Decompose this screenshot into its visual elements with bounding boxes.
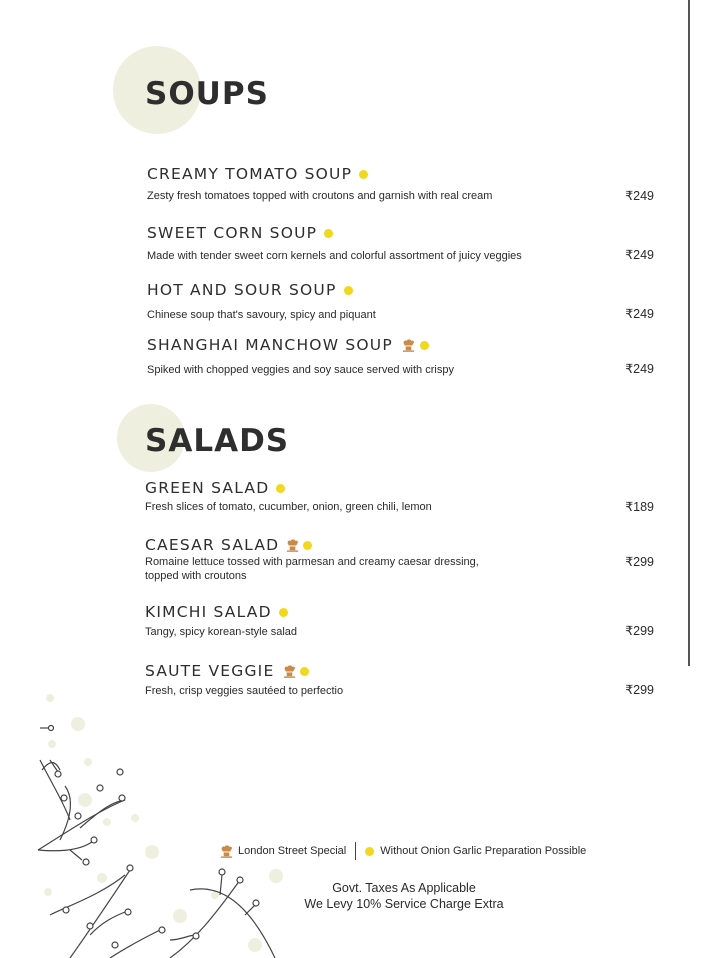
menu-item-desc: Chinese soup that's savoury, spicy and piquant xyxy=(147,309,376,321)
menu-item-desc: Zesty fresh tomatoes topped with croutons and garnish with real cream xyxy=(147,190,493,202)
section-title-soups: SOUPS xyxy=(145,76,269,112)
menu-item-name: SAUTE VEGGIE xyxy=(145,662,309,680)
no-onion-garlic-dot-icon xyxy=(359,170,368,179)
menu-item-name: SHANGHAI MANCHOW SOUP xyxy=(147,336,429,354)
menu-item-name: SWEET CORN SOUP xyxy=(147,224,333,242)
london-street-special-icon xyxy=(401,338,416,353)
menu-item-price: ₹249 xyxy=(625,307,654,321)
menu-item-desc: Spiked with chopped veggies and soy sauce served with crispy xyxy=(147,364,454,376)
menu-item-price: ₹249 xyxy=(625,362,654,376)
legend-no-onion-label: Without Onion Garlic Preparation Possible xyxy=(380,845,587,857)
london-street-special-icon xyxy=(219,844,234,859)
section-title-salads: SALADS xyxy=(145,423,290,459)
menu-item-price: ₹299 xyxy=(625,555,654,569)
menu-item-desc: Fresh, crisp veggies sautéed to perfectio xyxy=(145,685,344,697)
menu-item-price: ₹249 xyxy=(625,189,654,203)
no-onion-garlic-dot-icon xyxy=(344,286,353,295)
page-edge-line xyxy=(688,0,690,666)
no-onion-garlic-dot-icon xyxy=(300,667,309,676)
no-onion-garlic-dot-icon xyxy=(279,608,288,617)
no-onion-garlic-dot-icon xyxy=(276,484,285,493)
menu-item-price: ₹299 xyxy=(625,683,654,697)
menu-item-price: ₹299 xyxy=(625,624,654,638)
menu-item-desc: Tangy, spicy korean-style salad xyxy=(145,626,298,638)
legend-special-label: London Street Special xyxy=(238,845,347,857)
menu-item-name: HOT AND SOUR SOUP xyxy=(147,281,353,299)
menu-item-desc: Made with tender sweet corn kernels and colorful assortment of juicy veggies xyxy=(147,250,522,262)
menu-item-price: ₹249 xyxy=(625,248,654,262)
branch-illustration xyxy=(30,690,290,958)
no-onion-garlic-dot-icon xyxy=(365,847,374,856)
no-onion-garlic-dot-icon xyxy=(303,541,312,550)
legend-divider xyxy=(355,842,356,860)
legend xyxy=(219,842,586,860)
menu-item-name: CREAMY TOMATO SOUP xyxy=(147,165,368,183)
menu-item-name: CAESAR SALAD xyxy=(145,536,312,554)
menu-item-name: KIMCHI SALAD xyxy=(145,603,288,621)
no-onion-garlic-dot-icon xyxy=(420,341,429,350)
london-street-special-icon xyxy=(282,664,297,679)
menu-item-desc: Fresh slices of tomato, cucumber, onion, green chili, lemon xyxy=(145,501,432,513)
footer-service-charge: We Levy 10% Service Charge Extra xyxy=(304,897,504,911)
menu-item-name: GREEN SALAD xyxy=(145,479,285,497)
menu-item-price: ₹189 xyxy=(625,500,654,514)
menu-item-desc: Romaine lettuce tossed with parmesan and creamy caesar dressing, topped with croutons xyxy=(145,556,479,582)
footer-taxes: Govt. Taxes As Applicable xyxy=(332,881,476,895)
london-street-special-icon xyxy=(285,538,300,553)
no-onion-garlic-dot-icon xyxy=(324,229,333,238)
